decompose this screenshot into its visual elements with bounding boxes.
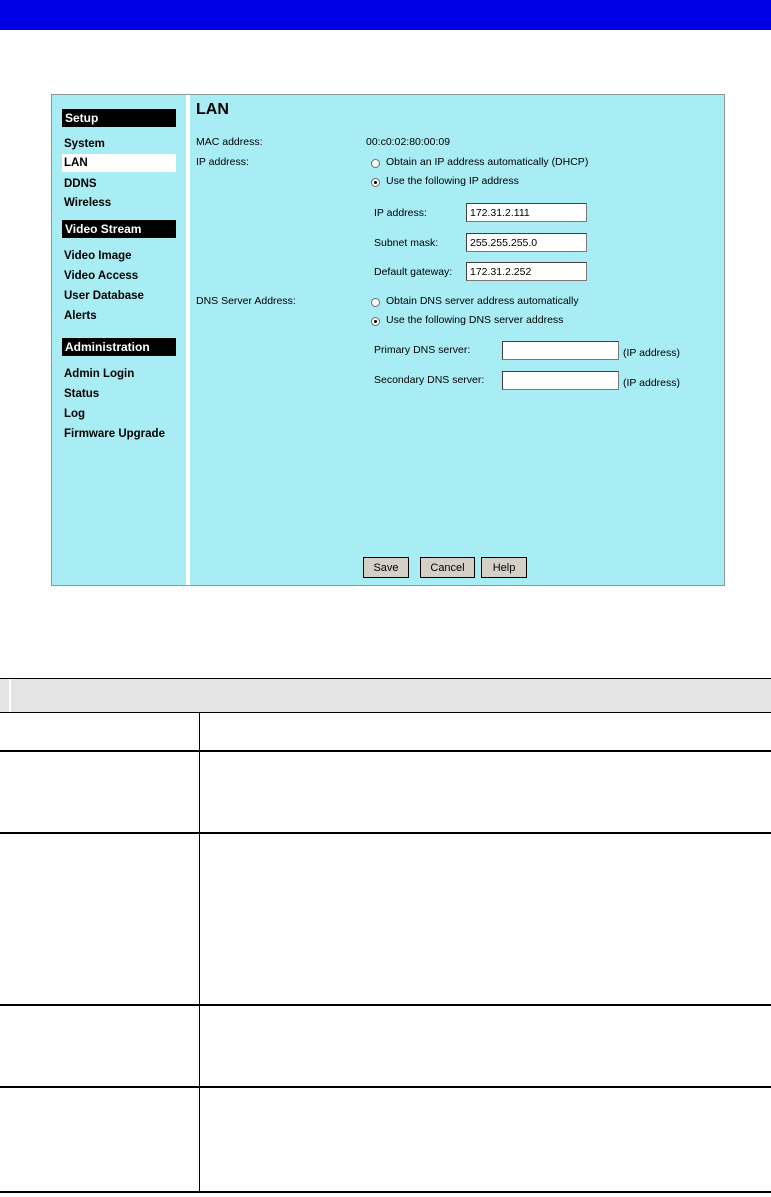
table-bottom-border xyxy=(0,1191,771,1193)
sidebar-section-administration: Administration xyxy=(62,338,176,356)
sidebar-item-video-image[interactable]: Video Image xyxy=(64,250,132,262)
sidebar-section-video-stream: Video Stream xyxy=(62,220,176,238)
subnet-mask-label: Subnet mask: xyxy=(374,237,439,249)
sidebar-item-system[interactable]: System xyxy=(64,138,105,150)
dns-auto-option-label[interactable]: Obtain DNS server address automatically xyxy=(386,295,579,307)
ip-address-section-label: IP address: xyxy=(196,156,249,168)
secondary-dns-label: Secondary DNS server: xyxy=(374,374,485,386)
dns-static-radio[interactable] xyxy=(371,317,380,326)
sidebar-item-ddns[interactable]: DDNS xyxy=(64,178,97,190)
table-header-row xyxy=(0,678,771,713)
page-title: LAN xyxy=(196,101,229,118)
primary-dns-label: Primary DNS server: xyxy=(374,344,471,356)
sidebar-item-lan[interactable]: LAN xyxy=(62,154,176,172)
secondary-dns-input[interactable] xyxy=(502,371,619,390)
secondary-dns-hint: (IP address) xyxy=(623,377,680,389)
dns-auto-radio[interactable] xyxy=(371,298,380,307)
primary-dns-hint: (IP address) xyxy=(623,347,680,359)
mac-address-value: 00:c0:02:80:00:09 xyxy=(366,136,451,148)
dns-static-option-label[interactable]: Use the following DNS server address xyxy=(386,314,564,326)
sidebar-item-video-access[interactable]: Video Access xyxy=(64,270,139,282)
table-row-divider xyxy=(0,750,771,752)
table-row-divider xyxy=(0,832,771,834)
main-content xyxy=(190,95,724,585)
cancel-button[interactable]: Cancel xyxy=(420,557,475,578)
save-button[interactable]: Save xyxy=(363,557,409,578)
ip-address-input[interactable] xyxy=(466,203,587,222)
sidebar xyxy=(52,95,190,585)
table-header-divider xyxy=(9,679,11,712)
page-header-bar xyxy=(0,0,771,30)
subnet-mask-input[interactable] xyxy=(466,233,587,252)
lan-settings-screenshot xyxy=(51,94,725,586)
sidebar-item-user-database[interactable]: User Database xyxy=(64,290,144,302)
dns-server-section-label: DNS Server Address: xyxy=(196,295,296,307)
mac-address-label: MAC address: xyxy=(196,136,263,148)
ip-static-radio[interactable] xyxy=(371,178,380,187)
help-button[interactable]: Help xyxy=(481,557,527,578)
sidebar-item-alerts[interactable]: Alerts xyxy=(64,310,97,322)
sidebar-item-wireless[interactable]: Wireless xyxy=(64,197,112,209)
table-row-divider xyxy=(0,1004,771,1006)
default-gateway-label: Default gateway: xyxy=(374,266,453,278)
default-gateway-input[interactable] xyxy=(466,262,587,281)
sidebar-item-admin-login[interactable]: Admin Login xyxy=(64,368,135,380)
sidebar-item-status[interactable]: Status xyxy=(64,388,100,400)
sidebar-item-log[interactable]: Log xyxy=(64,408,86,420)
sidebar-section-setup: Setup xyxy=(62,109,176,127)
sidebar-item-firmware-upgrade[interactable]: Firmware Upgrade xyxy=(64,428,165,440)
table-row-divider xyxy=(0,1086,771,1088)
ip-dhcp-radio[interactable] xyxy=(371,159,380,168)
table-column-divider xyxy=(199,713,200,1193)
ip-dhcp-option-label[interactable]: Obtain an IP address automatically (DHCP) xyxy=(386,156,589,168)
ip-address-field-label: IP address: xyxy=(374,207,427,219)
ip-static-option-label[interactable]: Use the following IP address xyxy=(386,175,519,187)
primary-dns-input[interactable] xyxy=(502,341,619,360)
